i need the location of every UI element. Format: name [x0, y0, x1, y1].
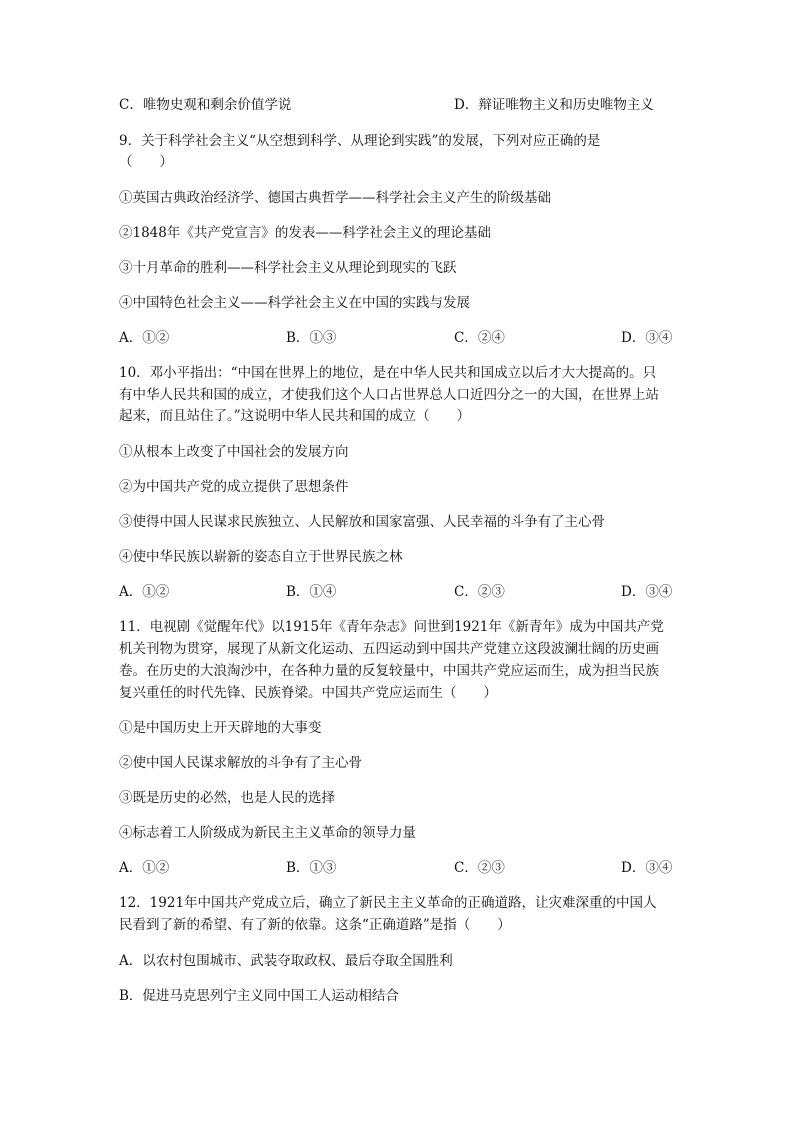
q10-option-b: B．①④ — [286, 584, 337, 600]
q9-item-1: ①英国古典政治经济学、德国古典哲学——科学社会主义产生的阶级基础 — [119, 190, 551, 206]
q10-stem-line1: 10．邓小平指出：“中国在世界上的地位，是在中华人民共和国成立以后才大大提高的。只 — [119, 365, 657, 381]
q11-stem-line4: 复兴重任的时代先锋、民族脊梁。中国共产党应运而生（ ） — [119, 685, 497, 701]
q12-option-a: A．以农村包围城市、武装夺取政权、最后夺取全国胜利 — [119, 953, 453, 969]
q11-stem-line2: 机关刊物为贯穿，展现了从新文化运动、五四运动到中国共产党建立这段波澜壮阔的历史画 — [119, 641, 659, 657]
q9-item-4: ④中国特色社会主义——科学社会主义在中国的实践与发展 — [119, 295, 470, 311]
q12-stem-line1: 12．1921年中国共产党成立后，确立了新民主主义革命的正确道路，让灾难深重的中国人 — [119, 895, 657, 911]
q10-option-a: A．①② — [119, 584, 170, 600]
q11-option-c: C．②③ — [454, 860, 505, 876]
q10-option-c: C．②③ — [454, 584, 505, 600]
q9-option-a: A．①② — [119, 330, 170, 346]
q9-option-b: B．①③ — [286, 330, 337, 346]
q10-stem-line3: 起来，而且站住了。”这说明中华人民共和国的成立（ ） — [119, 408, 471, 424]
q10-item-2: ②为中国共产党的成立提供了思想条件 — [119, 479, 349, 495]
q11-item-3: ③既是历史的必然，也是人民的选择 — [119, 790, 335, 806]
q8-option-d: D．辩证唯物主义和历史唯物主义 — [454, 97, 654, 113]
q9-option-c: C．②④ — [454, 330, 505, 346]
q11-option-d: D．③④ — [621, 860, 673, 876]
q8-option-c: C．唯物史观和剩余价值学说 — [119, 97, 292, 113]
q11-item-2: ②使中国人民谋求解放的斗争有了主心骨 — [119, 755, 362, 771]
q9-option-d: D．③④ — [621, 330, 673, 346]
q11-item-1: ①是中国历史上开天辟地的大事变 — [119, 720, 322, 736]
q10-option-d: D．③④ — [621, 584, 673, 600]
q11-option-b: B．①③ — [286, 860, 337, 876]
q9-item-3: ③十月革命的胜利——科学社会主义从理论到现实的飞跃 — [119, 260, 457, 276]
q10-item-3: ③使得中国人民谋求民族独立、人民解放和国家富强、人民幸福的斗争有了主心骨 — [119, 514, 605, 530]
q10-stem-line2: 有中华人民共和国的成立，才使我们这个人口占世界总人口近四分之一的大国，在世界上站 — [119, 387, 659, 403]
q10-item-4: ④使中华民族以崭新的姿态自立于世界民族之林 — [119, 549, 403, 565]
q9-item-2: ②1848年《共产党宣言》的发表——科学社会主义的理论基础 — [119, 225, 491, 241]
q9-stem-line2: （ ） — [119, 154, 173, 170]
q11-option-a: A．①② — [119, 860, 170, 876]
q12-option-b: B．促进马克思列宁主义同中国工人运动相结合 — [119, 988, 399, 1004]
q11-item-4: ④标志着工人阶级成为新民主主义革命的领导力量 — [119, 825, 416, 841]
q11-stem-line1: 11．电视剧《觉醒年代》以1915年《青年杂志》问世到1921年《新青年》成为中国共产党 — [119, 619, 664, 635]
q9-stem-line1: 9．关于科学社会主义“从空想到科学、从理论到实践”的发展，下列对应正确的是 — [119, 133, 601, 149]
q12-stem-line2: 民看到了新的希望、有了新的依靠。这条“正确道路”是指（ ） — [119, 917, 511, 933]
q11-stem-line3: 卷。在历史的大浪淘沙中，在各种力量的反复较量中，中国共产党应运而生，成为担当民族 — [119, 663, 659, 679]
q10-item-1: ①从根本上改变了中国社会的发展方向 — [119, 444, 349, 460]
